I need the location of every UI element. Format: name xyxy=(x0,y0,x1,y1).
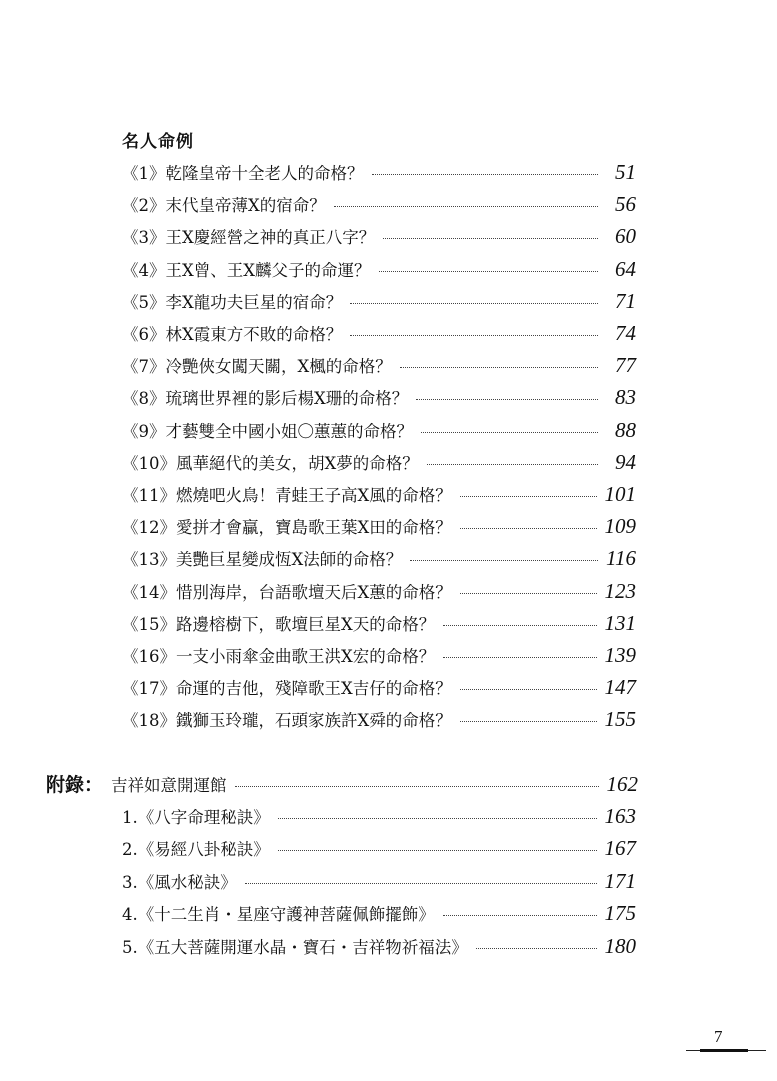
appendix-entry-title: 3.《風水秘訣》 xyxy=(122,872,237,892)
dot-leader xyxy=(476,948,597,949)
toc-entry-title: 《2》末代皇帝薄X的宿命？ xyxy=(122,196,326,216)
dot-leader xyxy=(460,721,597,722)
toc-entry xyxy=(122,224,636,249)
dot-leader xyxy=(460,528,597,529)
toc-entry-title: 《3》王X慶經營之神的真正八字？ xyxy=(122,228,376,248)
toc-entry-page: 109 xyxy=(604,514,636,539)
toc-entry-title: 《16》一支小雨傘金曲歌王洪X宏的命格？ xyxy=(122,647,436,666)
dot-leader xyxy=(443,625,596,626)
dot-leader xyxy=(379,271,599,272)
toc-entry-page: 71 xyxy=(615,288,636,313)
toc-entry xyxy=(122,385,636,410)
toc-entry-page: 60 xyxy=(615,224,636,249)
dot-leader xyxy=(416,399,598,400)
dot-leader xyxy=(460,496,597,497)
toc-entry-page: 94 xyxy=(615,449,636,474)
toc-entry-page: 56 xyxy=(615,192,636,217)
appendix-entry-title: 5.《五大菩薩開運水晶・寶石・吉祥物祈福法》 xyxy=(122,937,468,957)
dot-leader xyxy=(350,335,598,336)
appendix-entry xyxy=(122,934,636,959)
dot-leader xyxy=(410,560,598,561)
dot-leader xyxy=(400,367,598,368)
dot-leader xyxy=(245,883,597,884)
toc-entry xyxy=(122,192,636,217)
toc-entry-title: 《1》乾隆皇帝十全老人的命格？ xyxy=(122,164,364,183)
appendix-entry xyxy=(122,869,636,894)
toc-entry-page: 123 xyxy=(604,578,636,603)
appendix-tag: 附錄： xyxy=(46,774,104,796)
dot-leader xyxy=(372,174,599,175)
dot-leader xyxy=(460,689,597,690)
toc-entry xyxy=(122,514,636,539)
appendix-entry xyxy=(122,901,636,926)
dot-leader xyxy=(460,593,597,594)
toc-entry-title: 《12》愛拼才會贏，寶島歌王葉X田的命格？ xyxy=(122,518,452,538)
toc-entry-title: 《10》風華絕代的美女，胡X夢的命格？ xyxy=(122,453,419,473)
dot-leader xyxy=(427,464,598,465)
toc-entry xyxy=(122,643,636,668)
toc-entry-page: 77 xyxy=(615,353,636,378)
dot-leader xyxy=(278,818,597,819)
appendix-title: 吉祥如意開運館 xyxy=(111,776,227,795)
toc-entry xyxy=(122,418,636,443)
toc-entry xyxy=(122,450,636,475)
toc-entry-page: 147 xyxy=(604,675,636,700)
appendix-entry xyxy=(122,836,636,861)
appendix-entry-page: 167 xyxy=(604,836,636,861)
dot-leader xyxy=(235,786,599,787)
toc-entry-page: 83 xyxy=(615,385,636,410)
toc-entry-page: 64 xyxy=(615,256,636,281)
toc-entry-title: 《17》命運的吉他，殘障歌王X吉仔的命格？ xyxy=(122,679,452,699)
appendix-heading xyxy=(46,770,638,797)
toc-entry-page: 88 xyxy=(615,417,636,442)
toc-entry-title: 《7》冷艷俠女闖天關，X楓的命格？ xyxy=(122,357,392,377)
toc-entry-page: 101 xyxy=(604,482,636,506)
toc-entry xyxy=(122,482,636,507)
toc-entry xyxy=(122,611,636,636)
toc-entry-page: 155 xyxy=(604,707,636,732)
dot-leader xyxy=(443,915,597,916)
toc-entry-title: 《18》鐵獅玉玲瓏，石頭家族許X舜的命格？ xyxy=(122,711,452,731)
toc-entry-title: 《9》才藝雙全中國小姐〇蕙蕙的命格？ xyxy=(122,421,413,441)
appendix-entry-title: 4.《十二生肖・星座守護神菩薩佩飾擺飾》 xyxy=(122,905,435,925)
appendix-entry-page: 171 xyxy=(604,868,636,893)
dot-leader xyxy=(278,850,597,851)
toc-entry xyxy=(122,353,636,378)
dot-leader xyxy=(350,303,598,304)
appendix-page: 162 xyxy=(606,772,638,796)
toc-entry xyxy=(122,675,636,700)
toc-entry-page: 131 xyxy=(604,610,636,635)
toc-entry-title: 《8》琉璃世界裡的影后楊X珊的命格？ xyxy=(122,389,409,409)
toc-entry-title: 《15》路邊榕樹下，歌壇巨星X天的命格？ xyxy=(122,614,436,634)
dot-leader xyxy=(334,206,598,207)
appendix-entry xyxy=(122,804,636,829)
toc-entry-page: 116 xyxy=(606,546,636,571)
toc-entry-title: 《14》惜別海岸，台語歌壇天后X蕙的命格？ xyxy=(122,582,452,602)
toc-entry xyxy=(122,546,636,571)
toc-entry xyxy=(122,579,636,604)
toc-entry xyxy=(122,257,636,282)
toc-entry-title: 《13》美艷巨星變成恆X法師的命格？ xyxy=(122,550,403,570)
toc-entry-title: 《6》林X霞東方不敗的命格？ xyxy=(122,325,343,344)
dot-leader xyxy=(421,432,598,433)
dot-leader xyxy=(383,238,598,239)
appendix-entry-title: 1.《八字命理秘訣》 xyxy=(122,808,270,827)
toc-entry-title: 《11》燃燒吧火鳥！青蛙王子高X風的命格？ xyxy=(122,486,452,505)
toc-entry-title: 《4》王X曾、王X麟父子的命運？ xyxy=(122,260,371,280)
dot-leader xyxy=(443,657,596,658)
section-title: 名人命例 xyxy=(122,132,194,152)
page-number: 7 xyxy=(714,1027,723,1046)
appendix-entry-page: 175 xyxy=(604,901,636,926)
toc-entry xyxy=(122,707,636,732)
toc-entry-page: 139 xyxy=(604,643,636,667)
appendix-entry-title: 2.《易經八卦秘訣》 xyxy=(122,840,270,860)
toc-entry xyxy=(122,321,636,346)
appendix-entry-page: 163 xyxy=(604,804,636,828)
toc-entry-page: 74 xyxy=(615,321,636,345)
toc-entry xyxy=(122,160,636,185)
appendix-entry-page: 180 xyxy=(604,933,636,958)
toc-entry-title: 《5》李X龍功夫巨星的宿命？ xyxy=(122,292,343,312)
toc-entry xyxy=(122,289,636,314)
page-rule-accent xyxy=(700,1049,748,1052)
toc-entry-page: 51 xyxy=(615,160,636,184)
